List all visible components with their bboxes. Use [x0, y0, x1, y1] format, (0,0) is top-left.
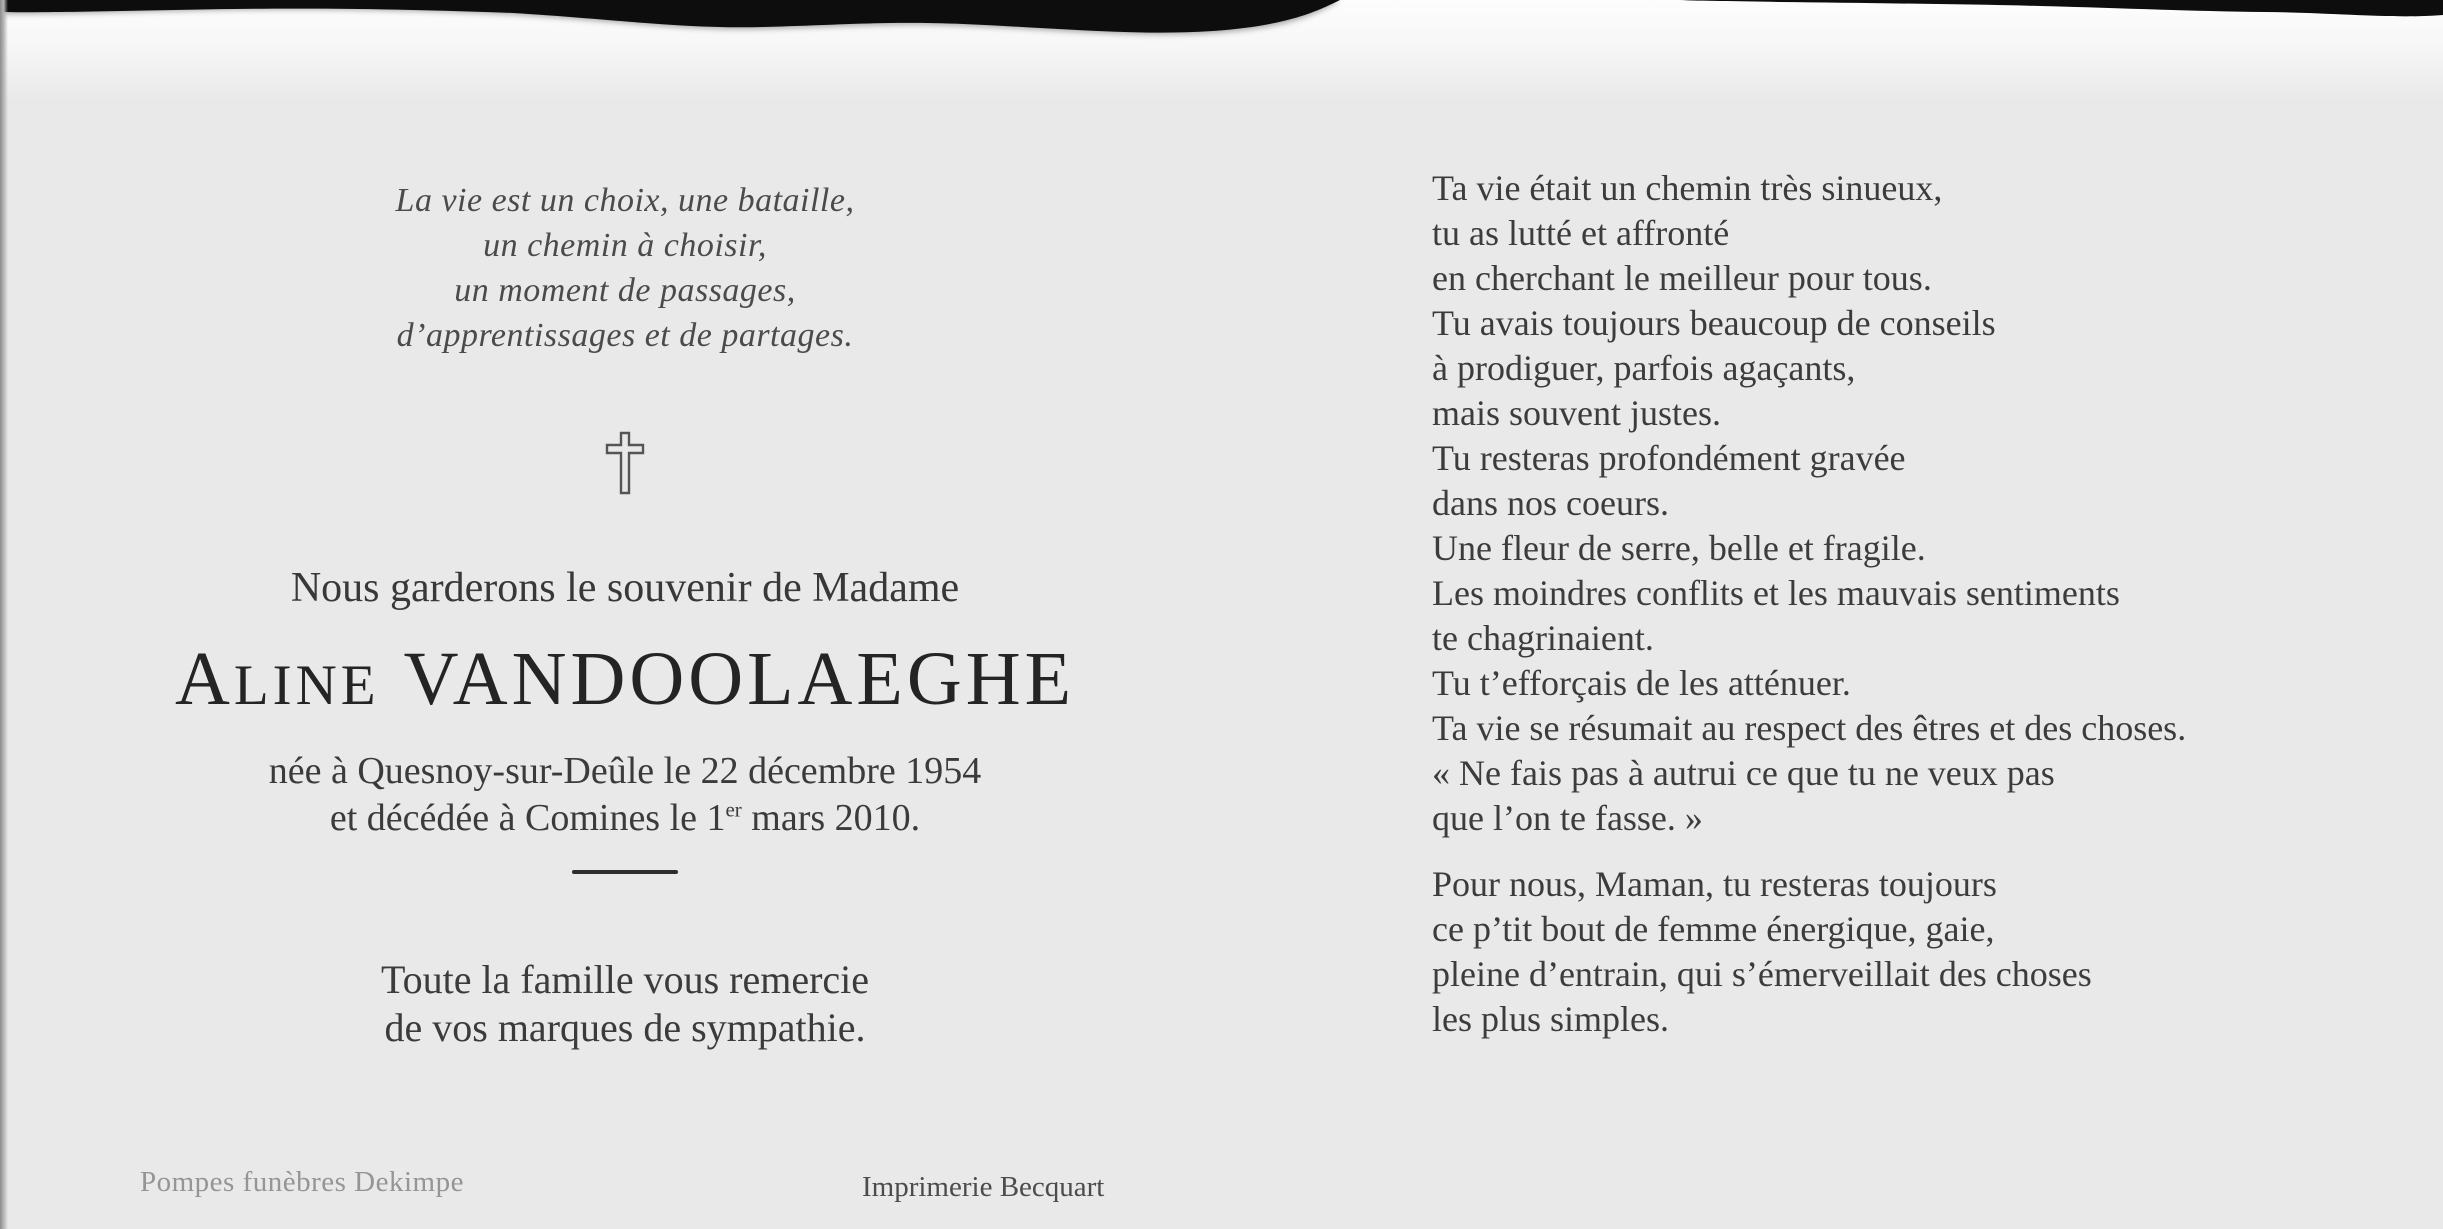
first-name-initial: A	[174, 637, 234, 721]
scan-edge-artifact-left	[0, 0, 8, 1229]
intro-line: Nous garderons le souvenir de Madame	[290, 565, 960, 611]
death-line	[85, 795, 1165, 842]
text-line: Toute la famille vous remercie	[380, 957, 870, 1002]
text-line: que l’on te fasse. »	[1432, 798, 1703, 838]
text-line: un chemin à choisir,	[483, 227, 767, 264]
last-name: VANDOOLAEGHE	[403, 637, 1076, 721]
life-dates	[85, 748, 1165, 842]
text-line: un moment de passages,	[454, 272, 796, 309]
text-line: à prodiguer, parfois agaçants,	[1432, 348, 1856, 388]
first-name-rest: LINE	[233, 654, 380, 717]
closing-paragraph	[1432, 862, 2437, 1042]
text-line: « Ne fais pas à autrui ce que tu ne veux pas	[1432, 753, 2055, 793]
text-line: Tu resteras profondément gravée	[1432, 438, 1906, 478]
ordinal-superscript: er	[725, 797, 742, 822]
right-page	[1432, 166, 2437, 1042]
text-line: Ta vie était un chemin très sinueux,	[1432, 168, 1943, 208]
text-line: te chagrinaient.	[1432, 618, 1654, 658]
text-line: tu as lutté et affronté	[1432, 213, 1730, 253]
opening-quote	[85, 178, 1165, 358]
death-line-prefix: et décédée à Comines le 1	[329, 797, 726, 839]
text-line: Les moindres conflits et les mauvais sentiments	[1432, 573, 2120, 613]
birth-line: née à Quesnoy-sur-Deûle le 22 décembre 1954	[268, 750, 982, 792]
text-line: ce p’tit bout de femme énergique, gaie,	[1432, 909, 1995, 949]
text-line: Pour nous, Maman, tu resteras toujours	[1432, 864, 1997, 904]
text-line: de vos marques de sympathie.	[384, 1005, 866, 1050]
family-thanks	[85, 956, 1165, 1052]
text-line: mais souvent justes.	[1432, 393, 1721, 433]
text-line: Une fleur de serre, belle et fragile.	[1432, 528, 1926, 568]
death-line-suffix: mars 2010.	[741, 797, 921, 839]
text-line: Tu t’efforçais de les atténuer.	[1432, 663, 1851, 703]
text-line: Ta vie se résumait au respect des êtres et des choses.	[1432, 708, 2187, 748]
funeral-home-credit: Pompes funèbres Dekimpe	[140, 1166, 464, 1198]
text-line: dans nos coeurs.	[1432, 483, 1669, 523]
printer-credit: Imprimerie Becquart	[862, 1171, 1105, 1203]
text-line: La vie est un choix, une bataille,	[395, 182, 855, 219]
text-line: en cherchant le meilleur pour tous.	[1432, 258, 1932, 298]
text-line: Tu avais toujours beaucoup de conseils	[1432, 303, 1996, 343]
text-line: d’apprentissages et de partages.	[396, 317, 854, 354]
text-line: les plus simples.	[1432, 999, 1670, 1039]
text-line: pleine d’entrain, qui s’émerveillait des choses	[1432, 954, 2092, 994]
tribute-paragraph	[1432, 166, 2437, 841]
left-page	[85, 0, 1165, 1229]
divider-rule	[572, 870, 678, 874]
deceased-name	[85, 636, 1165, 723]
latin-cross-icon	[85, 430, 1165, 501]
